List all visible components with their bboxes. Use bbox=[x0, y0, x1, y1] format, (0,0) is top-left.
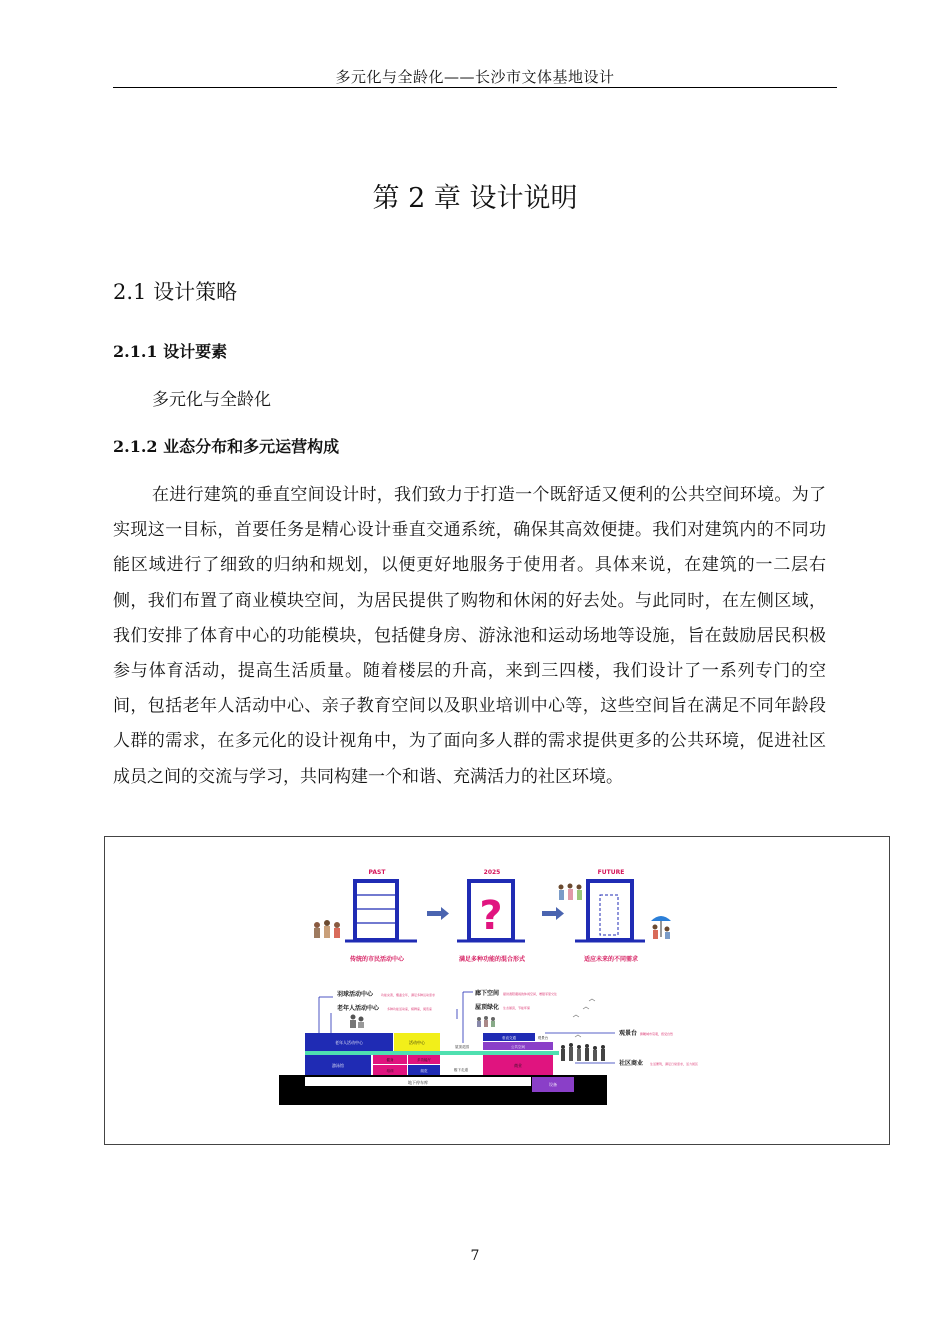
figure-frame bbox=[104, 836, 890, 1145]
note-badminton: 功能完善，覆盖全年，满足多种运动需求 bbox=[381, 993, 436, 997]
note-community-retail: 生活便利，满足日常需求，活力街区 bbox=[650, 1062, 699, 1066]
block-b4-label: 阅览 bbox=[420, 1069, 428, 1073]
block-b2-label: 多功能厅 bbox=[417, 1058, 431, 1062]
past-building-icon bbox=[345, 881, 417, 941]
page-number: 7 bbox=[470, 1248, 480, 1264]
label-2025: 2025 bbox=[483, 869, 501, 876]
body-paragraph: 在进行建筑的垂直空间设计时，我们致力于打造一个既舒适又便利的公共空间环境。为了实现这一目标，首要任务是精心设计垂直交通系统，确保其高效便捷。我们对建筑内的不同功能区域进行了细致的归纳和规划，以便更好地服务于使用者。具体来说，在建筑的一二层右侧，我们布置了商业模块空间，为居民提供了购物和休闲的好去处。与此同时，在左侧区域，我们安排了体育中心的功能模块，包括健身房、游泳池和运动场地等设施，旨在鼓励居民积极参与体育活动，提高生活质量。随着楼层的升高，来到三四楼，我们设计了一系列专门的空间，包括老年人活动中心、亲子教育空间以及职业培训中心等，这些空间旨在满足不同年龄段人群的需求，在多元化的设计视角中，为了面向多人群的需求提供更多的公共环境，促进社区成员之间的交流与学习，共同构建一个和谐、充满活力的社区环境。 bbox=[113, 485, 826, 787]
label-badminton: 羽球活动中心 bbox=[337, 991, 374, 998]
caption-2025: 满足多种功能的混合形式 bbox=[458, 956, 526, 963]
label-observation: 观景台 bbox=[619, 1030, 638, 1037]
label-elderly: 老年人活动中心 bbox=[337, 1005, 380, 1012]
chapter-title: 第 2 章 设计说明 bbox=[372, 183, 578, 214]
block-gallery-label: 檐下走道 bbox=[454, 1068, 468, 1072]
note-underground-space: 提供遮阳避雨的休闲空间，增强邻里交往 bbox=[503, 992, 558, 996]
note-observation: 俯瞰城市景观，感受自然 bbox=[640, 1032, 674, 1036]
question-mark: ? bbox=[479, 893, 503, 939]
block-vertical-transport-label: 垂直交通 bbox=[502, 1036, 516, 1040]
subsection-title-business-layout: 2.1.2 业态分布和多元运营构成 bbox=[113, 437, 340, 456]
note-elderly: 多种功能活动室，棋牌室，阅览室 bbox=[387, 1007, 433, 1011]
block-b3-label: 培训 bbox=[386, 1069, 394, 1073]
street-people-icon bbox=[561, 1043, 605, 1061]
block-roof-garden-label: 屋顶花园 bbox=[455, 1045, 469, 1049]
block-swimming-label: 游泳馆 bbox=[332, 1063, 344, 1068]
block-elderly-center-label: 老年人活动中心 bbox=[335, 1040, 363, 1045]
seated-people-icon bbox=[350, 1015, 364, 1029]
section-title: 2.1 设计策略 bbox=[113, 280, 238, 304]
crowd-people-icon bbox=[477, 1016, 495, 1027]
future-building-icon bbox=[575, 881, 645, 941]
caption-future: 适应未来的不同需求 bbox=[583, 956, 639, 963]
arrow-right-icon bbox=[542, 907, 564, 920]
people-group-icon bbox=[314, 920, 340, 938]
block-viewing-label: 观景台 bbox=[537, 1036, 549, 1040]
label-community-retail: 社区商业 bbox=[619, 1060, 644, 1067]
block-b1-label: 健身 bbox=[386, 1058, 394, 1062]
block-public-space-label: 公共空间 bbox=[511, 1045, 525, 1049]
family-people-icon bbox=[559, 884, 583, 901]
label-past: PAST bbox=[368, 869, 386, 876]
block-parking-label: 地下停车库 bbox=[408, 1080, 428, 1085]
running-header: 多元化与全龄化——长沙市文体基地设计 bbox=[335, 68, 615, 86]
concept-diagram bbox=[105, 837, 889, 1144]
block-retail-label: 商业 bbox=[514, 1063, 522, 1068]
arrow-right-icon bbox=[427, 907, 449, 920]
birds-icon bbox=[573, 999, 595, 1037]
green-floor-slab bbox=[305, 1051, 559, 1055]
label-underground-space: 廊下空间 bbox=[475, 990, 500, 997]
block-activity-center-label: 活动中心 bbox=[409, 1040, 425, 1045]
block-equipment-label: 设备 bbox=[549, 1082, 557, 1087]
caption-past: 传统的市民活动中心 bbox=[349, 956, 405, 963]
design-elements-text: 多元化与全龄化 bbox=[152, 390, 271, 410]
header-rule bbox=[113, 87, 837, 88]
label-roof-green: 屋顶绿化 bbox=[475, 1004, 500, 1011]
label-future: FUTURE bbox=[597, 869, 625, 876]
note-roof-green: 生态屋顶，节能环保 bbox=[503, 1006, 531, 1010]
question-building-icon bbox=[457, 881, 525, 941]
subsection-title-design-elements: 2.1.1 设计要素 bbox=[113, 342, 228, 361]
umbrella-people-icon bbox=[651, 916, 671, 939]
